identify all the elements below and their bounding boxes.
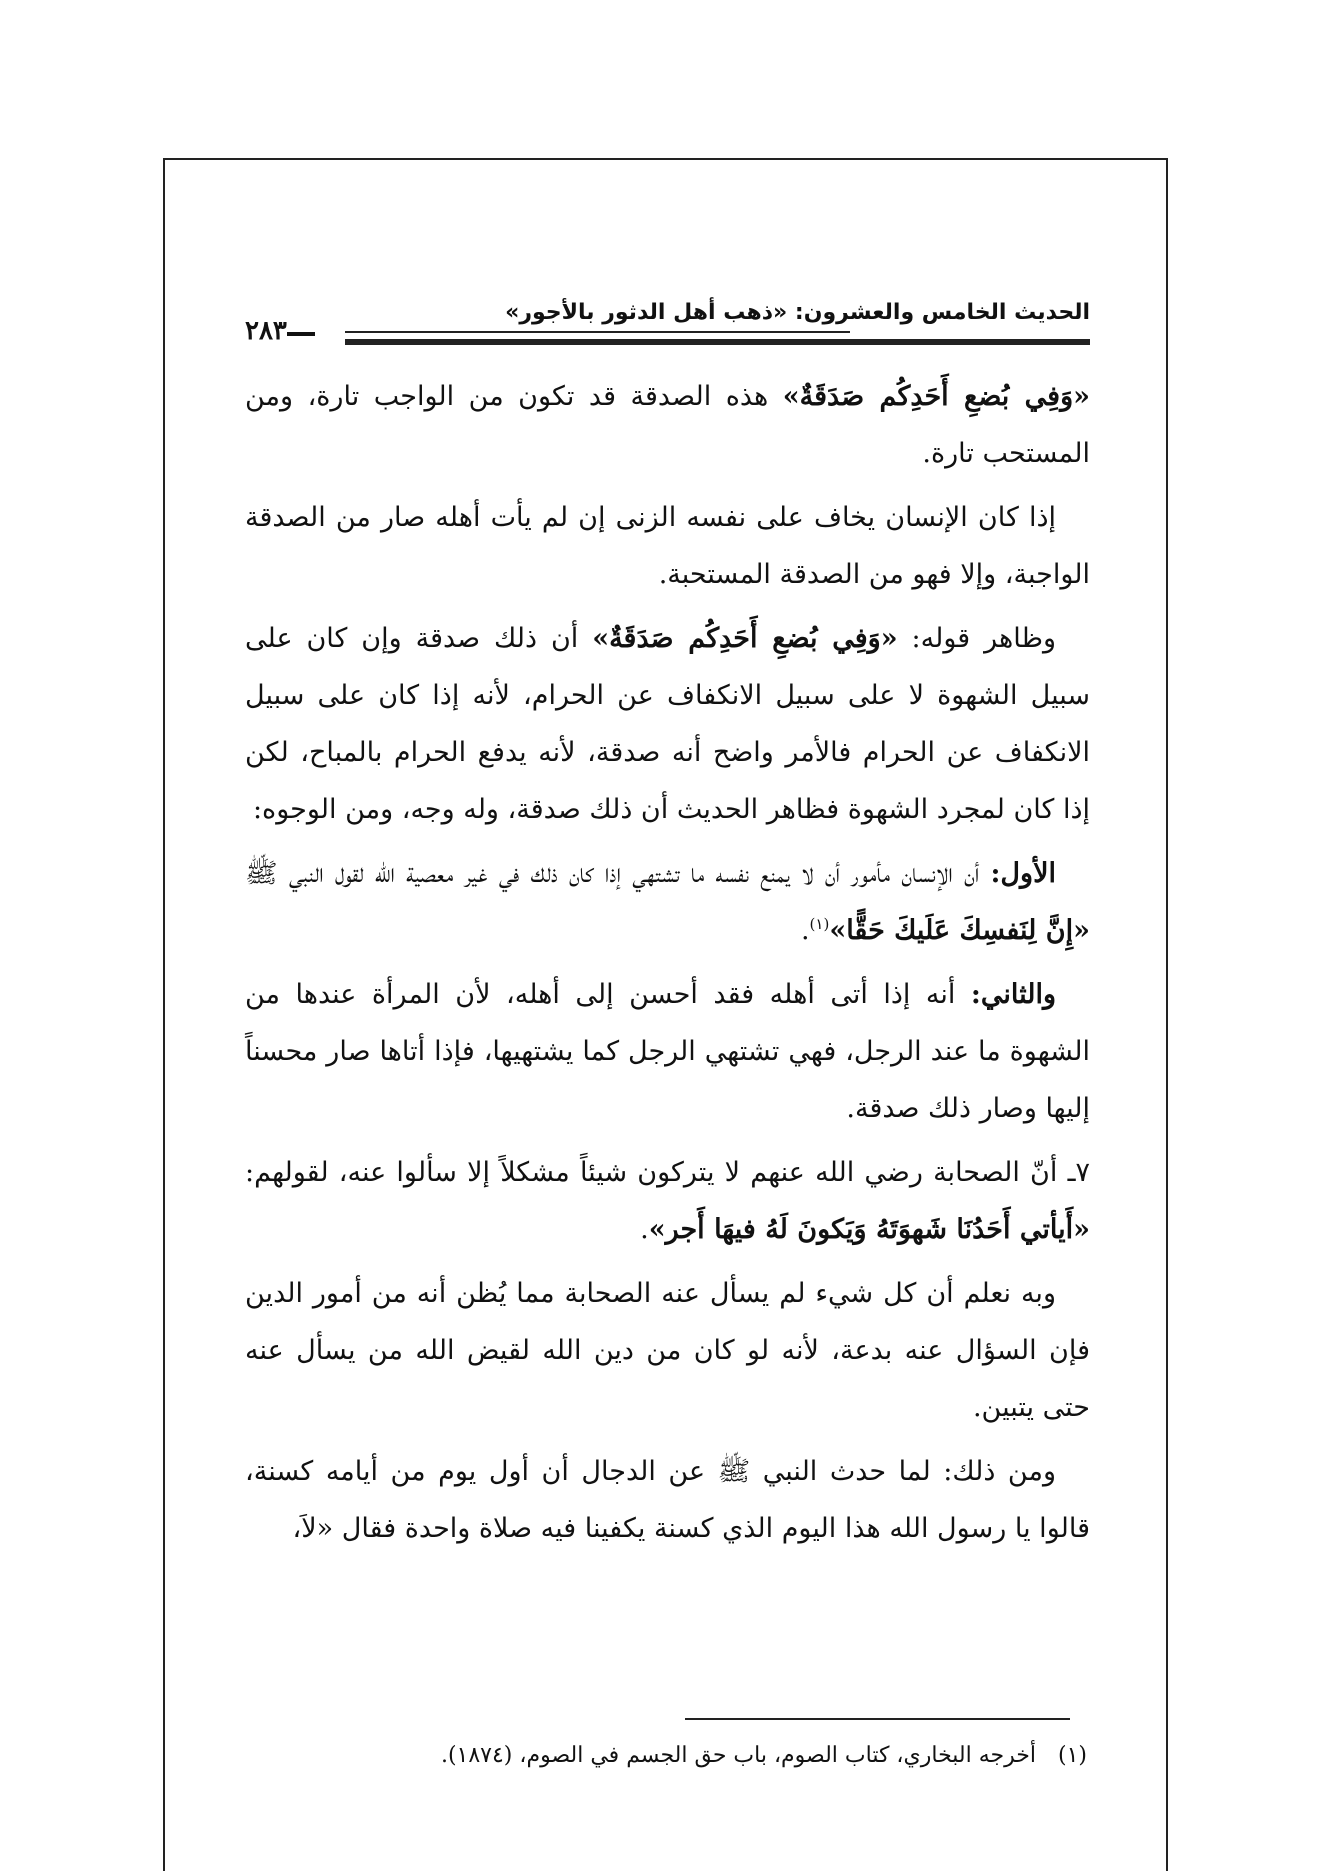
- paragraph-2: إذا كان الإنسان يخاف على نفسه الزنى إن لم يأت أهله صار من الصدقة الواجبة، وإلا فهو من الصدقة المستحبة.: [245, 502, 1090, 590]
- page-number-bar: [287, 332, 315, 336]
- page-frame-right: [1166, 158, 1168, 1871]
- running-title: الحديث الخامس والعشرون: «ذهب أهل الدثور بالأجور»: [505, 300, 1090, 325]
- paragraph-text: وظاهر قوله:: [897, 623, 1057, 654]
- page-number: [245, 316, 287, 346]
- paragraph-4: [245, 845, 1090, 959]
- punctuation: .: [640, 1214, 649, 1245]
- page-header: [245, 300, 1090, 350]
- punctuation: .: [800, 915, 810, 946]
- paragraph-text: هذه الصدقة قد تكون من الواجب تارة، ومن المستحب تارة.: [245, 381, 1090, 469]
- body-text: [245, 368, 1090, 1564]
- paragraph-text: ٧ـ أنّ الصحابة رضي الله عنهم لا يتركون شيئاً مشكلاً إلا سألوا عنه، لقولهم:: [245, 1157, 1090, 1188]
- paragraph-text: أن الإنسان مأمور أن لا يمنع نفسه ما تشتهي إذا كان ذلك في غير معصية الله لقول النبي ﷺ: [245, 858, 991, 889]
- paragraph-1: [245, 368, 1090, 482]
- hadith-quote: «وَفِي بُضعِ أَحَدِكُم صَدَقَةٌ»: [592, 623, 898, 654]
- header-rule-thin: [345, 331, 850, 333]
- paragraph-8: ومن ذلك: لما حدث النبي ﷺ عن الدجال أن أول يوم من أيامه كسنة، قالوا يا رسول الله هذا اليوم الذي كسنة يكفينا فيه صلاة واحدة فقال «لاَ،: [245, 1456, 1090, 1544]
- page-number-value: ٢٨٣: [245, 316, 287, 346]
- hadith-quote: «أَيأتي أَحَدُنَا شَهوَتَهُ وَيَكونَ لَهُ فيهَا أَجر»: [648, 1214, 1090, 1245]
- point-label: والثاني:: [970, 979, 1056, 1010]
- page-frame-left: [163, 158, 165, 1871]
- paragraph-6: [245, 1144, 1090, 1258]
- paragraph-3: [245, 610, 1090, 838]
- paragraph-5: [245, 966, 1090, 1137]
- header-rule: [345, 339, 1090, 345]
- footnote-text: أخرجه البخاري، كتاب الصوم، باب حق الجسم في الصوم، (١٨٧٤).: [440, 1743, 1036, 1768]
- paragraph-text: أن ذلك صدقة وإن كان على سبيل الشهوة لا على سبيل الانكفاف عن الحرام، لأنه إذا كان على سبيل الانكفاف عن الحرام فالأمر واضح أنه صدقة، لأنه يدفع الحرام بالمباح، لكن إذا كان لمجرد الشهوة فظاهر الحديث أن ذلك صدقة، وله وجه، ومن الوجوه:: [245, 623, 1090, 825]
- footnote-number: (١): [1057, 1743, 1087, 1768]
- hadith-quote: «وَفِي بُضعِ أَحَدِكُم صَدَقَةٌ»: [782, 381, 1090, 412]
- paragraph-7: وبه نعلم أن كل شيء لم يسأل عنه الصحابة مما يُظن أنه من أمور الدين فإن السؤال عنه بدعة، لأنه لو كان من دين الله لقيض الله من يسأل عنه حتى يتبين.: [245, 1278, 1090, 1423]
- point-label: الأول:: [990, 858, 1056, 889]
- footnote-divider: [685, 1718, 1070, 1720]
- footnote: [245, 1738, 1087, 1774]
- footnote-reference[interactable]: (١): [809, 915, 830, 933]
- paragraph-text: أنه إذا أتى أهله فقد أحسن إلى أهله، لأن المرأة عندها من الشهوة ما عند الرجل، فهي تشتهي الرجل كما يشتهيها، فإذا أتاها صار محسناً إليها وصار ذلك صدقة.: [245, 979, 1090, 1124]
- hadith-quote: «إِنَّ لِنَفسِكَ عَلَيكَ حَقًّا»: [829, 915, 1090, 946]
- page-frame-top: [163, 158, 1168, 160]
